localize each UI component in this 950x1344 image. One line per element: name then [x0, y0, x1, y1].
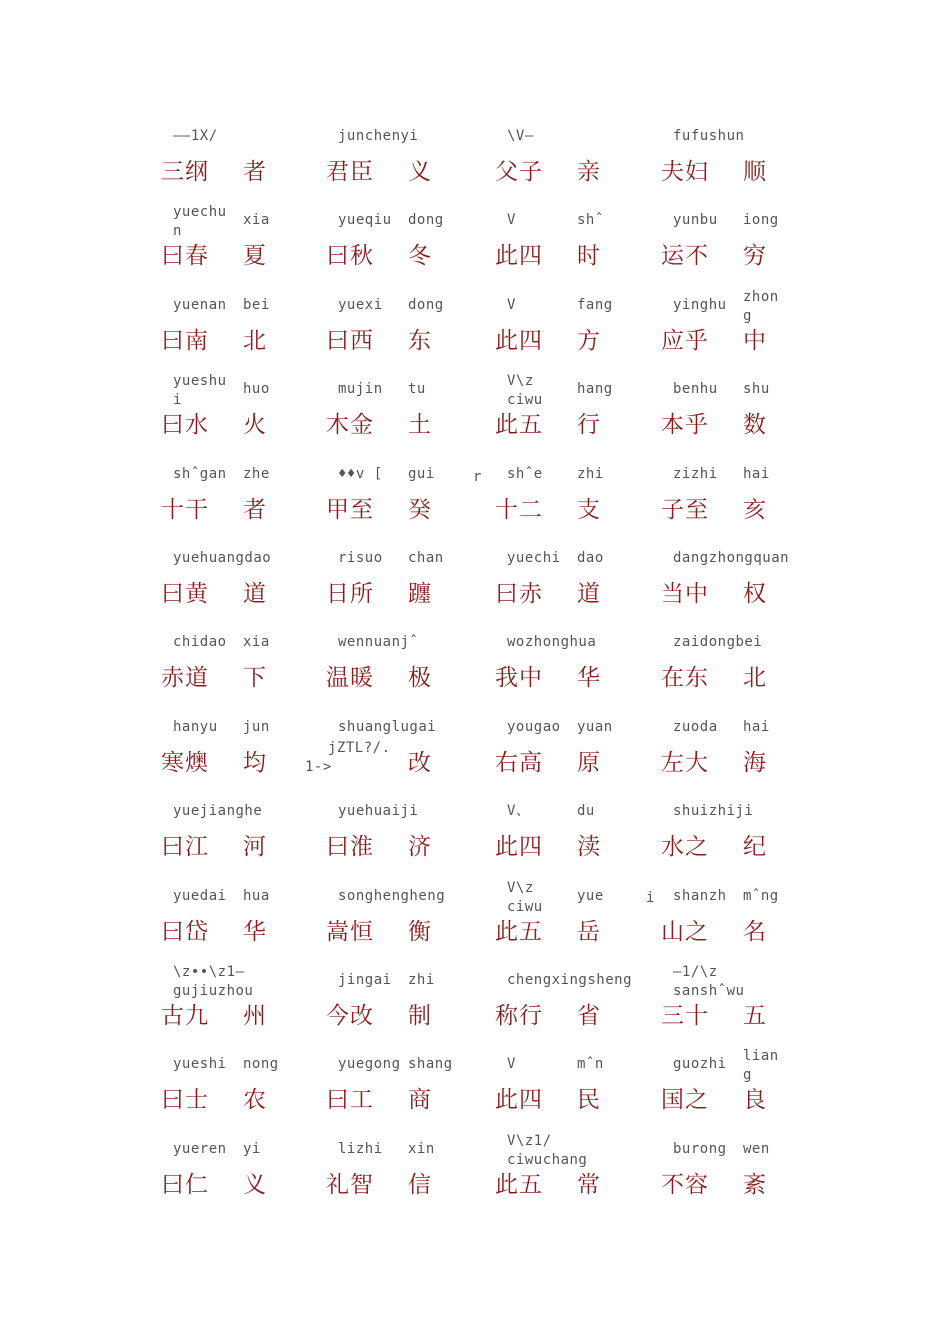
- pinyin-text: chidao: [173, 634, 227, 651]
- hanzi-text: 紊: [743, 1171, 767, 1198]
- hanzi-text: 癸: [408, 496, 432, 523]
- pinyin-fragment: jZTL?/.: [328, 740, 391, 756]
- pinyin-text: xin: [408, 1140, 435, 1157]
- hanzi-text: 冬: [408, 243, 432, 270]
- pinyin-text: zhi: [577, 465, 604, 482]
- pinyin-text: yi: [243, 1140, 261, 1157]
- pinyin-text: dangzhongquan: [673, 550, 790, 566]
- pinyin-text: dong: [408, 212, 444, 229]
- pinyin-text: lian g: [743, 1048, 779, 1084]
- pinyin-text: wen: [743, 1140, 770, 1157]
- pinyin-text: hua: [243, 887, 270, 904]
- hanzi-text: 此五: [495, 918, 543, 945]
- hanzi-text: 支: [577, 496, 601, 523]
- hanzi-text: 称行: [495, 1003, 543, 1029]
- hanzi-text: 者: [243, 496, 267, 523]
- pinyin-text: chengxingsheng: [507, 972, 633, 988]
- pinyin-text: lizhi: [338, 1140, 383, 1157]
- pinyin-text: yueren: [173, 1140, 227, 1157]
- hanzi-text: 土: [408, 412, 432, 439]
- pinyin-text: shˆgan: [173, 465, 227, 482]
- pinyin-text: zuoda: [673, 718, 718, 735]
- hanzi-text: 曰工: [326, 1087, 374, 1114]
- pinyin-text: V: [507, 1056, 516, 1073]
- pinyin-text: ——1X/: [173, 128, 218, 144]
- hanzi-text: 水之: [661, 834, 709, 861]
- pinyin-text: V\z1/ ciwuchang: [507, 1132, 588, 1168]
- hanzi-text: 方: [577, 327, 601, 354]
- hanzi-text: 君臣: [326, 159, 374, 185]
- pinyin-text: du: [577, 803, 595, 820]
- verse-row: [0, 631, 950, 715]
- pinyin-text: yueshu i: [173, 373, 227, 409]
- hanzi-text: 躔: [408, 581, 432, 607]
- hanzi-text: 义: [243, 1171, 267, 1198]
- hanzi-text: 温暖: [326, 665, 374, 692]
- hanzi-text: 亥: [743, 496, 767, 523]
- pinyin-text: tu: [408, 381, 426, 398]
- pinyin-text: fang: [577, 296, 613, 313]
- verse-row: [0, 964, 950, 1053]
- pinyin-text: benhu: [673, 381, 718, 398]
- hanzi-text: 东: [408, 327, 432, 354]
- hanzi-text: 曰西: [326, 327, 374, 354]
- verse-row: [0, 800, 950, 884]
- hanzi-text: 十二: [495, 496, 543, 523]
- hanzi-text: 曰士: [161, 1087, 209, 1114]
- pinyin-text: zhon g: [743, 288, 779, 324]
- hanzi-text: 夫妇: [661, 159, 709, 185]
- hanzi-text: 民: [577, 1087, 601, 1114]
- hanzi-text: 此四: [495, 1087, 543, 1114]
- pinyin-text: risuo: [338, 550, 383, 566]
- pinyin-text: burong: [673, 1140, 727, 1157]
- hanzi-text: 此五: [495, 412, 543, 439]
- hanzi-text: 中: [743, 327, 767, 354]
- hanzi-text: 北: [743, 665, 767, 692]
- pinyin-text: yueqiu: [338, 212, 392, 229]
- hanzi-text: 我中: [495, 665, 543, 692]
- pinyin-text: wozhonghua: [507, 634, 597, 651]
- hanzi-text: 曰赤: [495, 581, 543, 607]
- hanzi-text: 父子: [495, 159, 543, 185]
- hanzi-text: 曰淮: [326, 834, 374, 861]
- hanzi-text: 曰黄: [161, 581, 209, 607]
- pinyin-text: iong: [743, 212, 779, 229]
- hanzi-text: 右高: [495, 749, 543, 776]
- verse-row: [0, 879, 950, 969]
- hanzi-text: 岳: [577, 918, 601, 945]
- hanzi-text: 运不: [661, 243, 709, 270]
- pinyin-fragment: 1->: [305, 759, 332, 775]
- pinyin-text: junchenyi: [338, 128, 419, 144]
- hanzi-text: 赤道: [161, 665, 209, 692]
- hanzi-text: 道: [577, 581, 601, 607]
- pinyin-text: yuechi: [507, 550, 561, 566]
- hanzi-text: 名: [743, 918, 767, 945]
- pinyin-text: V: [507, 296, 516, 313]
- pinyin-text: songhengheng: [338, 887, 446, 904]
- hanzi-text: 良: [743, 1087, 767, 1114]
- hanzi-text: 极: [408, 665, 432, 692]
- hanzi-text: 三十: [661, 1003, 709, 1029]
- pinyin-text: mˆng: [743, 887, 779, 904]
- hanzi-text: 火: [243, 412, 267, 439]
- pinyin-text: guozhi: [673, 1056, 727, 1073]
- pinyin-text: wennuanjˆ: [338, 634, 419, 651]
- hanzi-text: 夏: [243, 243, 267, 270]
- pinyin-text: shu: [743, 381, 770, 398]
- hanzi-text: 应乎: [661, 327, 709, 354]
- pinyin-text: yunbu: [673, 212, 718, 229]
- pinyin-text: yuedai: [173, 887, 227, 904]
- pinyin-text: hai: [743, 465, 770, 482]
- pinyin-text: mujin: [338, 381, 383, 398]
- hanzi-text: 常: [577, 1171, 601, 1198]
- hanzi-text: 原: [577, 749, 601, 776]
- pinyin-text: yuegong: [338, 1056, 401, 1073]
- hanzi-text: 山之: [661, 918, 709, 945]
- pinyin-text: mˆn: [577, 1056, 604, 1073]
- pinyin-text: yue: [577, 887, 604, 904]
- pinyin-text: nong: [243, 1056, 279, 1073]
- verse-row: [0, 373, 950, 462]
- hanzi-text: 今改: [326, 1003, 374, 1029]
- pinyin-text: hang: [577, 381, 613, 398]
- pinyin-text: xia: [243, 634, 270, 651]
- hanzi-text: 义: [408, 159, 432, 185]
- hanzi-text: 均: [243, 749, 267, 776]
- pinyin-text: zhi: [408, 972, 435, 988]
- pinyin-fragment: i: [646, 890, 655, 906]
- hanzi-text: 曰春: [161, 243, 209, 270]
- verse-row: [0, 288, 950, 378]
- pinyin-text: jun: [243, 718, 270, 735]
- pinyin-text: shuanglugai: [338, 718, 437, 735]
- hanzi-text: 甲至: [326, 496, 374, 523]
- pinyin-text: ♦♦v [: [338, 465, 383, 482]
- pinyin-text: chan: [408, 550, 444, 566]
- verse-row: [0, 716, 950, 800]
- hanzi-text: 在东: [661, 665, 709, 692]
- pinyin-text: dong: [408, 296, 444, 313]
- pinyin-text: yinghu: [673, 296, 727, 313]
- hanzi-text: 嵩恒: [326, 918, 374, 945]
- pinyin-text: xia: [243, 212, 270, 229]
- pinyin-text: huo: [243, 381, 270, 398]
- hanzi-text: 此四: [495, 243, 543, 270]
- hanzi-text: 商: [408, 1087, 432, 1114]
- hanzi-text: 此五: [495, 1171, 543, 1198]
- pinyin-text: yuan: [577, 718, 613, 735]
- hanzi-text: 河: [243, 834, 267, 861]
- hanzi-text: 道: [243, 581, 267, 607]
- pinyin-text: jingai: [338, 972, 392, 988]
- hanzi-text: 者: [243, 159, 267, 185]
- pinyin-text: zizhi: [673, 465, 718, 482]
- pinyin-text: yuenan: [173, 296, 227, 313]
- hanzi-text: 权: [743, 581, 767, 607]
- hanzi-text: 古九: [161, 1003, 209, 1029]
- hanzi-text: 海: [743, 749, 767, 776]
- hanzi-text: 曰江: [161, 834, 209, 861]
- pinyin-text: zaidongbei: [673, 634, 763, 651]
- hanzi-text: 三纲: [161, 159, 209, 185]
- pinyin-text: —1/\z sanshˆwu: [673, 964, 745, 999]
- pinyin-text: gui: [408, 465, 435, 482]
- pinyin-text: shanzh: [673, 887, 727, 904]
- hanzi-text: 信: [408, 1171, 432, 1198]
- hanzi-text: 渎: [577, 834, 601, 861]
- hanzi-text: 曰岱: [161, 918, 209, 945]
- hanzi-text: 下: [243, 665, 267, 692]
- hanzi-text: 北: [243, 327, 267, 354]
- pinyin-text: dao: [577, 550, 604, 566]
- hanzi-text: 制: [408, 1003, 432, 1029]
- pinyin-text: \z••\z1— gujiuzhou: [173, 964, 254, 999]
- hanzi-text: 济: [408, 834, 432, 861]
- hanzi-text: 本乎: [661, 412, 709, 439]
- hanzi-text: 纪: [743, 834, 767, 861]
- pinyin-text: V\z ciwu: [507, 879, 543, 915]
- pinyin-text: yuehuangdao: [173, 550, 272, 566]
- pinyin-text: yuexi: [338, 296, 383, 313]
- pinyin-text: yougao: [507, 718, 561, 735]
- verse-row: [0, 204, 950, 293]
- pinyin-text: hanyu: [173, 718, 218, 735]
- pinyin-text: shˆe: [507, 465, 543, 482]
- pinyin-text: bei: [243, 296, 270, 313]
- pinyin-text: \V—: [507, 128, 534, 144]
- hanzi-text: 此四: [495, 834, 543, 861]
- verse-row: [0, 125, 950, 209]
- pinyin-text: zhe: [243, 465, 270, 482]
- pinyin-text: V\z ciwu: [507, 373, 543, 409]
- verse-row: [0, 1132, 950, 1222]
- hanzi-text: 寒燠: [161, 749, 209, 776]
- pinyin-text: yuehuaiji: [338, 803, 419, 820]
- hanzi-text: 数: [743, 412, 767, 439]
- pinyin-fragment: r: [473, 469, 482, 485]
- hanzi-text: 曰南: [161, 327, 209, 354]
- hanzi-text: 曰秋: [326, 243, 374, 270]
- hanzi-text: 亲: [577, 159, 601, 185]
- hanzi-text: 曰水: [161, 412, 209, 439]
- hanzi-text: 行: [577, 412, 601, 439]
- pinyin-text: shˆ: [577, 212, 604, 229]
- verse-row: [0, 547, 950, 631]
- hanzi-text: 十干: [161, 496, 209, 523]
- hanzi-text: 州: [243, 1003, 267, 1029]
- hanzi-text: 子至: [661, 496, 709, 523]
- pinyin-text: yuechu n: [173, 204, 227, 240]
- hanzi-text: 华: [577, 665, 601, 692]
- hanzi-text: 当中: [661, 581, 709, 607]
- hanzi-text: 顺: [743, 159, 767, 185]
- pinyin-text: V: [507, 212, 516, 229]
- pinyin-text: shang: [408, 1056, 453, 1073]
- hanzi-text: 改: [408, 749, 432, 776]
- hanzi-text: 左大: [661, 749, 709, 776]
- hanzi-text: 礼智: [326, 1171, 374, 1198]
- hanzi-text: 农: [243, 1087, 267, 1114]
- hanzi-text: 衡: [408, 918, 432, 945]
- pinyin-text: yueshi: [173, 1056, 227, 1073]
- hanzi-text: 国之: [661, 1087, 709, 1114]
- verse-row: [0, 1048, 950, 1137]
- pinyin-text: shuizhiji: [673, 803, 754, 820]
- hanzi-text: 省: [577, 1003, 601, 1029]
- pinyin-text: hai: [743, 718, 770, 735]
- hanzi-text: 此四: [495, 327, 543, 354]
- pinyin-text: V、: [507, 803, 531, 820]
- hanzi-text: 日所: [326, 581, 374, 607]
- pinyin-text: fufushun: [673, 128, 745, 144]
- hanzi-text: 木金: [326, 412, 374, 439]
- hanzi-text: 华: [243, 918, 267, 945]
- hanzi-text: 穷: [743, 243, 767, 270]
- hanzi-text: 曰仁: [161, 1171, 209, 1198]
- hanzi-text: 时: [577, 243, 601, 270]
- hanzi-text: 五: [743, 1003, 767, 1029]
- hanzi-text: 不容: [661, 1171, 709, 1198]
- pinyin-text: yuejianghe: [173, 803, 263, 820]
